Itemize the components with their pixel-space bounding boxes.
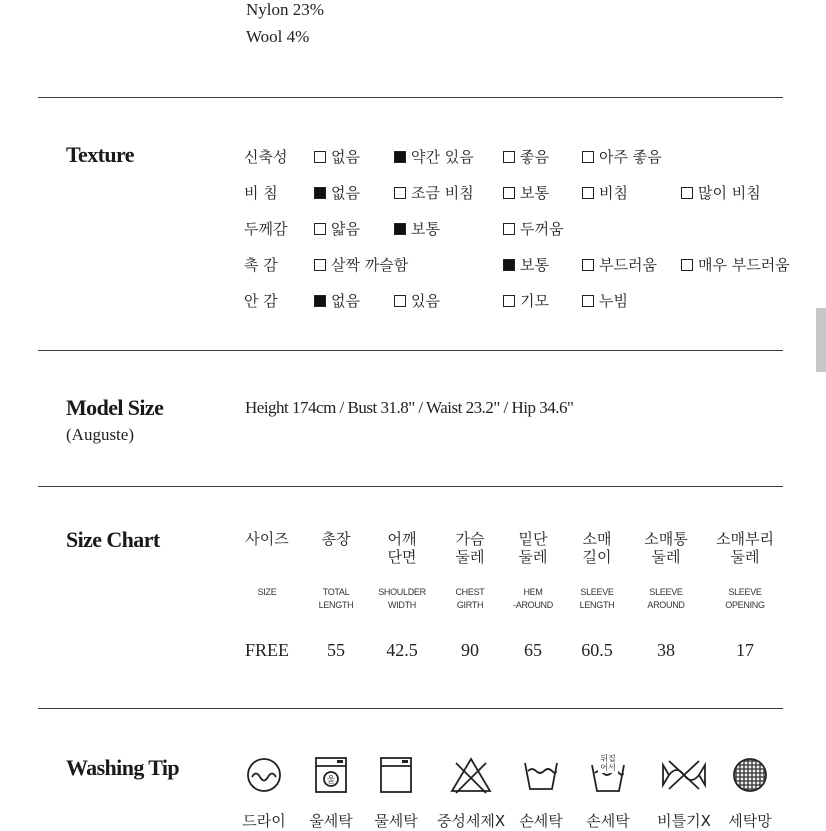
texture-row-label: 안 감 [244, 292, 278, 310]
checked-box-icon [394, 223, 406, 235]
size-header-kr: 어깨 단면 [387, 530, 417, 566]
unchecked-box-icon [394, 187, 406, 199]
size-chart-column [367, 530, 437, 660]
checked-box-icon [503, 259, 515, 271]
texture-option-label: 약간 있음 [411, 148, 474, 166]
size-header-en: SLEEVE OPENING [725, 587, 765, 610]
wool-wash-icon [296, 752, 366, 798]
washing-tip-item [573, 752, 643, 831]
washing-tip-title: Washing Tip [66, 755, 180, 780]
texture-option-label: 없음 [331, 148, 360, 166]
size-value: 38 [657, 640, 675, 660]
size-header-kr: 소매 길이 [582, 530, 612, 566]
texture-option-label: 보통 [520, 256, 549, 274]
size-header-kr: 가슴 둘레 [455, 530, 485, 566]
unchecked-box-icon [582, 295, 594, 307]
texture-option [503, 218, 563, 239]
unchecked-box-icon [314, 223, 326, 235]
texture-option [394, 290, 440, 311]
unchecked-box-icon [394, 295, 406, 307]
texture-option-label: 살짝 까슬함 [331, 256, 409, 274]
unchecked-box-icon [503, 295, 515, 307]
texture-option [582, 254, 657, 275]
size-value: FREE [244, 640, 289, 660]
texture-option [681, 254, 790, 275]
washing-tip-label: 드라이 [242, 812, 286, 830]
texture-option-label: 없음 [331, 292, 360, 310]
texture-title: Texture [66, 142, 134, 167]
unchecked-box-icon [314, 151, 326, 163]
texture-option-label: 누빔 [599, 292, 628, 310]
texture-option [503, 254, 549, 275]
size-header-kr: 사이즈 [245, 530, 289, 548]
texture-option [314, 290, 360, 311]
texture-option-label: 아주 좋음 [599, 148, 662, 166]
washing-tip-label: 물세탁 [374, 812, 418, 830]
texture-option [503, 182, 549, 203]
model-name: (Auguste) [66, 425, 134, 444]
size-header-en: HEM -AROUND [513, 587, 553, 610]
washing-tip-label: 세탁망 [728, 812, 772, 830]
texture-row-label: 촉 감 [244, 256, 278, 274]
texture-option [503, 290, 549, 311]
divider [38, 97, 783, 98]
washing-tip-item [436, 752, 506, 831]
washing-tip-label: 중성세제X [436, 812, 506, 830]
texture-option-label: 조금 비침 [411, 184, 474, 202]
texture-option-label: 보통 [411, 220, 440, 238]
texture-option [681, 182, 761, 203]
washing-tip-item [649, 752, 719, 831]
unchecked-box-icon [314, 259, 326, 271]
texture-option-label: 얇음 [331, 220, 360, 238]
material-wool: Wool 4% [246, 27, 310, 46]
texture-option [314, 146, 360, 167]
size-value: 60.5 [581, 640, 613, 660]
size-chart-column [435, 530, 505, 660]
texture-option-label: 부드러움 [599, 256, 657, 274]
hand-wash-icon [506, 752, 576, 798]
texture-option [503, 146, 549, 167]
texture-option-label: 좋음 [520, 148, 549, 166]
size-chart-column [562, 530, 632, 660]
size-value: 65 [524, 640, 542, 660]
washing-tip-label: 비틀기X [657, 812, 711, 830]
hand-wash-inside-out-icon [573, 752, 643, 798]
texture-option [314, 218, 360, 239]
dry-clean-icon [229, 752, 299, 798]
washing-tip-label: 손세탁 [586, 812, 630, 830]
checked-box-icon [314, 295, 326, 307]
material-nylon: Nylon 23% [246, 0, 324, 19]
svg-text:뒤집: 뒤집 [600, 754, 616, 763]
divider [38, 486, 783, 487]
texture-row-label: 신축성 [244, 148, 288, 166]
texture-row-label: 비 침 [244, 184, 278, 202]
size-header-en: CHEST GIRTH [455, 587, 485, 610]
unchecked-box-icon [582, 187, 594, 199]
model-size-title: Model Size [66, 395, 164, 420]
texture-option [394, 218, 440, 239]
water-wash-icon [361, 752, 431, 798]
unchecked-box-icon [503, 187, 515, 199]
washing-tip-label: 울세탁 [309, 812, 353, 830]
unchecked-box-icon [681, 187, 693, 199]
svg-text:울: 울 [326, 775, 336, 786]
texture-option-label: 있음 [411, 292, 440, 310]
texture-option [582, 182, 628, 203]
checked-box-icon [394, 151, 406, 163]
texture-option-label: 두꺼움 [520, 220, 564, 238]
size-chart-column [301, 530, 371, 660]
washing-tip-item [296, 752, 366, 831]
size-chart-column [710, 530, 780, 660]
size-header-kr: 총장 [321, 530, 351, 548]
texture-option-label: 기모 [520, 292, 549, 310]
washing-tip-item [715, 752, 785, 831]
size-header-kr: 소매부리 둘레 [716, 530, 774, 566]
washing-tip-label: 손세탁 [519, 812, 563, 830]
texture-option-label: 보통 [520, 184, 549, 202]
texture-option-label: 비침 [599, 184, 628, 202]
divider [38, 350, 783, 351]
washing-tip-item [361, 752, 431, 831]
size-header-en: SLEEVE LENGTH [579, 587, 615, 610]
washing-tip-item [229, 752, 299, 831]
texture-row-label: 두께감 [244, 220, 288, 238]
unchecked-box-icon [582, 259, 594, 271]
size-chart-title: Size Chart [66, 527, 160, 552]
size-chart-column [631, 530, 701, 660]
size-chart-column [498, 530, 568, 660]
unchecked-box-icon [503, 151, 515, 163]
unchecked-box-icon [681, 259, 693, 271]
texture-option [314, 254, 408, 275]
size-value: 17 [736, 640, 754, 660]
size-header-en: SHOULDER WIDTH [378, 587, 426, 610]
size-value: 42.5 [386, 640, 418, 660]
size-header-en: SIZE [257, 587, 277, 597]
texture-option [314, 182, 360, 203]
size-value: 55 [327, 640, 345, 660]
texture-option-label: 없음 [331, 184, 360, 202]
washing-tip-item [506, 752, 576, 831]
size-value: 90 [461, 640, 479, 660]
texture-option-label: 매우 부드러움 [698, 256, 790, 274]
texture-option [582, 146, 662, 167]
texture-option [394, 182, 474, 203]
size-header-en: TOTAL LENGTH [318, 587, 354, 610]
laundry-net-icon [715, 752, 785, 798]
size-chart-column [232, 530, 302, 660]
size-header-kr: 밑단 둘레 [518, 530, 548, 566]
texture-option [394, 146, 474, 167]
unchecked-box-icon [503, 223, 515, 235]
no-bleach-icon [436, 752, 506, 798]
unchecked-box-icon [582, 151, 594, 163]
model-measurements: Height 174cm / Bust 31.8" / Waist 23.2" / Hip 34.6" [245, 398, 574, 417]
checked-box-icon [314, 187, 326, 199]
divider [38, 708, 783, 709]
svg-text:어서: 어서 [600, 763, 616, 772]
no-wring-icon [649, 752, 719, 798]
texture-option [582, 290, 628, 311]
scrollbar-thumb[interactable] [816, 308, 826, 372]
size-header-en: SLEEVE AROUND [647, 587, 685, 610]
texture-option-label: 많이 비침 [698, 184, 761, 202]
size-header-kr: 소매통 둘레 [644, 530, 688, 566]
